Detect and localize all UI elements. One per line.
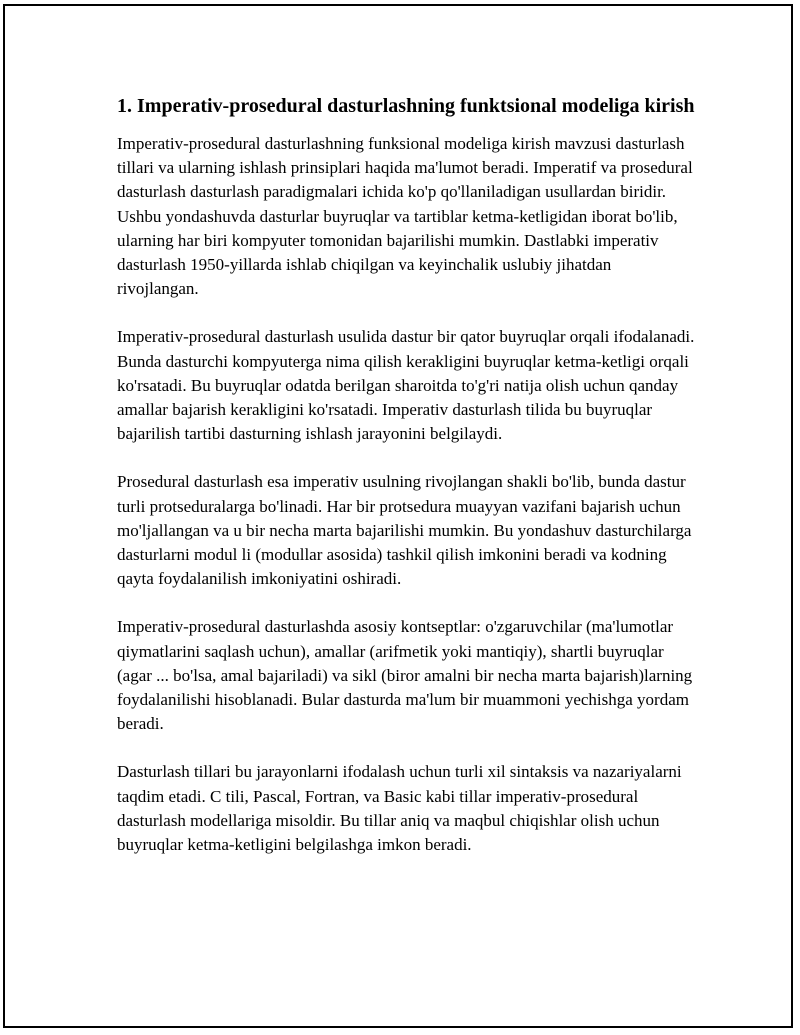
document-content	[117, 92, 695, 881]
paragraph-5: Dasturlash tillari bu jarayonlarni ifodalash uchun turli xil sintaksis va nazariyalarni taqdim etadi. C tili, Pascal, Fortran, va Basic kabi tillar imperativ-prosedural dasturlash modellariga misoldir. Bu tillar aniq va maqbul chiqishlar olish uchun buyruqlar ketma-ketligini belgilashga imkon beradi.	[117, 762, 682, 855]
paragraph-2: Imperativ-prosedural dasturlash usulida dastur bir qator buyruqlar orqali ifodalanadi. Bunda dasturchi kompyuterga nima qilish kerakligini buyruqlar ketma-ketligi orqali ko'rsatadi. Bu buyruqlar odatda berilgan sharoitda to'g'ri natija olish uchun qanday amallar bajarish kerakligini ko'rsatadi. Imperativ dasturlash tilida bu buyruqlar bajarilish tartibi dasturning ishlash jarayonini belgilaydi.	[117, 327, 695, 444]
paragraph-4: Imperativ-prosedural dasturlashda asosiy kontseptlar: o'zgaruvchilar (ma'lumotlar qiymatlarini saqlash uchun), amallar (arifmetik yoki mantiqiy), shartli buyruqlar (agar ... bo'lsa, amal bajariladi) va sikl (biror amalni bir necha marta bajarish)larning foydalanilishi hisoblanadi. Bular dasturda ma'lum bir muammoni yechishga yordam beradi.	[117, 617, 693, 734]
paragraph-3: Prosedural dasturlash esa imperativ usulning rivojlangan shakli bo'lib, bunda dastur turli protseduralarga bo'linadi. Har bir protsedura muayyan vazifani bajarish uchun mo'ljallangan va u bir necha marta bajarilishi mumkin. Bu yondashuv dasturchilarga dasturlarni modul li (modullar asosida) tashkil qilish imkonini beradi va kodning qayta foydalanilish imkoniyatini oshiradi.	[117, 472, 692, 589]
document-title: 1. Imperativ-prosedural dasturlashning funktsional modeliga kirish	[117, 95, 695, 117]
paragraph-1: Imperativ-prosedural dasturlashning funksional modeliga kirish mavzusi dasturlash tillari va ularning ishlash prinsiplari haqida ma'lumot beradi. Imperatif va prosedural dasturlash dasturlash paradigmalari ichida ko'p qo'llaniladigan usullardan biridir. Ushbu yondashuvda dasturlar buyruqlar va tartiblar ketma-ketligidan iborat bo'lib, ularning har biri kompyuter tomonidan bajarilishi mumkin. Dastlabki imperativ dasturlash 1950-yillarda ishlab chiqilgan va keyinchalik uslubiy jihatdan rivojlangan.	[117, 134, 693, 299]
